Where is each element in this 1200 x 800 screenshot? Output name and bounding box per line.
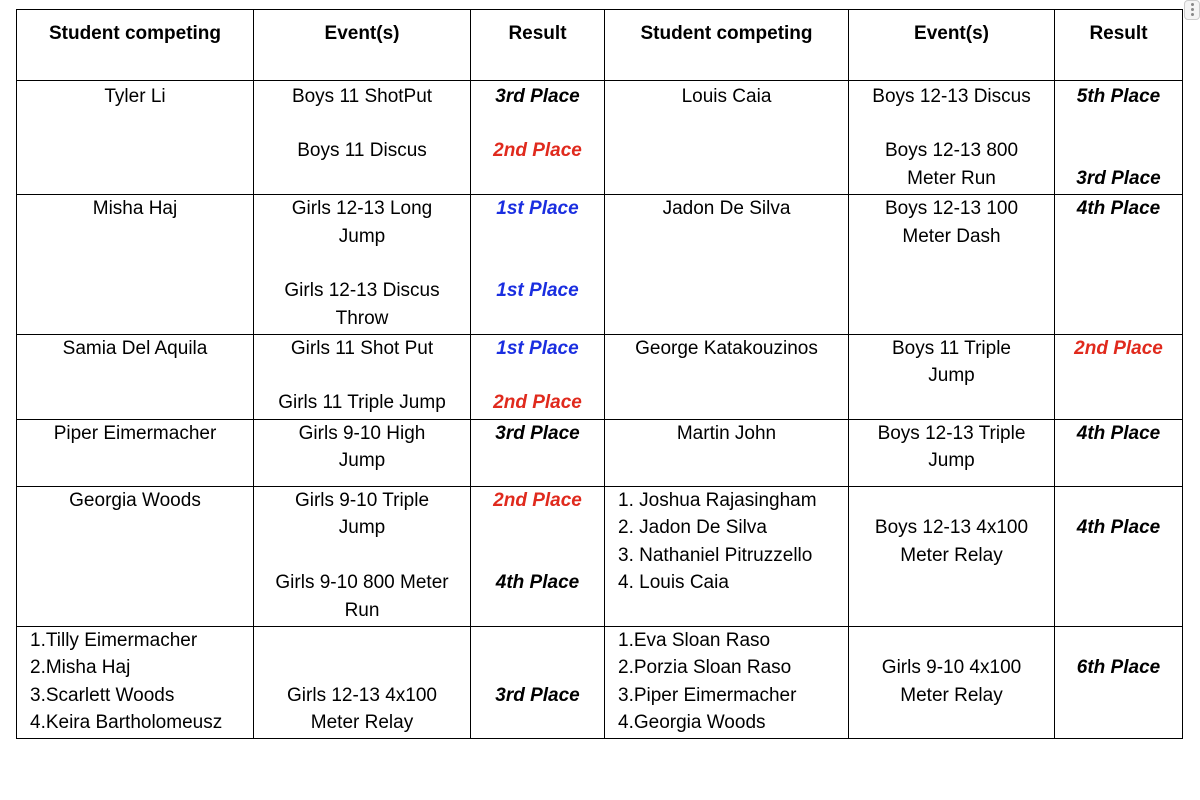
result-value: 2nd Place xyxy=(493,490,582,511)
event-name: Boys 12-13 Discus xyxy=(872,86,1031,107)
event-cell xyxy=(254,420,471,487)
event-name: Girls 12-13 Discus xyxy=(284,280,440,301)
event-cell xyxy=(254,487,471,627)
student-cell xyxy=(17,81,254,195)
event-name: Meter Relay xyxy=(310,712,414,733)
result-cell xyxy=(1055,335,1183,420)
student-cell xyxy=(17,627,254,739)
event-name: Girls 12-13 Long xyxy=(291,198,433,219)
event-name: Girls 9-10 Triple xyxy=(294,490,430,511)
student-name: Misha Haj xyxy=(92,198,178,219)
student-name: George Katakouzinos xyxy=(635,338,818,359)
table-row xyxy=(17,420,1183,487)
result-cell xyxy=(1055,195,1183,335)
event-name: Boys 11 Discus xyxy=(297,140,427,161)
event-name: Girls 9-10 4x100 xyxy=(881,657,1022,678)
table-row xyxy=(17,335,1183,420)
result-value: 1st Place xyxy=(496,198,579,219)
relay-member: 2. Jadon De Silva xyxy=(618,517,767,538)
result-value: 1st Place xyxy=(496,280,579,301)
relay-member: 2.Misha Haj xyxy=(30,657,131,678)
event-name: Girls 11 Shot Put xyxy=(290,338,434,359)
relay-member: 1. Joshua Rajasingham xyxy=(618,490,817,511)
student-name: Martin John xyxy=(676,423,777,444)
result-cell xyxy=(471,420,605,487)
result-cell xyxy=(471,627,605,739)
result-cell xyxy=(1055,627,1183,739)
scroll-handle-icon[interactable] xyxy=(1184,0,1200,20)
event-cell xyxy=(254,195,471,335)
event-cell xyxy=(849,420,1055,487)
student-cell xyxy=(605,487,849,627)
result-cell xyxy=(1055,487,1183,627)
event-name: Jump xyxy=(338,450,386,471)
header-result-1: Result xyxy=(471,10,605,81)
student-cell xyxy=(605,627,849,739)
relay-member: 4.Georgia Woods xyxy=(618,712,766,733)
result-value: 2nd Place xyxy=(493,392,582,413)
event-name: Girls 12-13 4x100 xyxy=(287,685,437,706)
result-value: 2nd Place xyxy=(493,140,582,161)
student-name: Samia Del Aquila xyxy=(62,338,208,359)
event-cell xyxy=(849,335,1055,420)
event-name: Boys 12-13 800 xyxy=(884,140,1019,161)
table-row xyxy=(17,487,1183,627)
event-cell xyxy=(254,627,471,739)
student-cell xyxy=(605,195,849,335)
event-name: Jump xyxy=(928,365,975,386)
header-result-2: Result xyxy=(1055,10,1183,81)
event-name: Jump xyxy=(928,450,975,471)
event-name: Meter Dash xyxy=(902,226,1001,247)
table-row xyxy=(17,81,1183,195)
event-cell xyxy=(254,81,471,195)
result-cell xyxy=(1055,81,1183,195)
event-name: Boys 11 ShotPut xyxy=(291,86,433,107)
student-name: Louis Caia xyxy=(681,86,772,107)
result-value: 4th Place xyxy=(1076,423,1161,444)
result-value: 3rd Place xyxy=(495,86,580,107)
student-name: Piper Eimermacher xyxy=(53,423,217,444)
event-cell xyxy=(849,627,1055,739)
result-cell xyxy=(471,487,605,627)
result-value: 5th Place xyxy=(1076,86,1161,107)
student-cell xyxy=(605,420,849,487)
result-value: 4th Place xyxy=(495,572,580,593)
relay-member: 4. Louis Caia xyxy=(618,572,729,593)
table-row xyxy=(17,627,1183,739)
event-name: Meter Run xyxy=(907,168,996,189)
student-cell xyxy=(17,420,254,487)
event-cell xyxy=(849,487,1055,627)
table-row xyxy=(17,195,1183,335)
relay-member: 3.Piper Eimermacher xyxy=(618,685,797,706)
result-cell xyxy=(471,81,605,195)
event-cell xyxy=(849,195,1055,335)
header-row xyxy=(17,10,1183,81)
relay-member: 1.Eva Sloan Raso xyxy=(618,630,771,651)
result-cell xyxy=(1055,420,1183,487)
result-cell xyxy=(471,335,605,420)
student-cell xyxy=(605,81,849,195)
event-name: Girls 11 Triple Jump xyxy=(278,392,446,413)
results-table xyxy=(16,9,1183,739)
relay-member: 2.Porzia Sloan Raso xyxy=(618,657,792,678)
event-name: Throw xyxy=(335,308,389,329)
student-name: Jadon De Silva xyxy=(662,198,791,219)
event-name: Meter Relay xyxy=(900,685,1003,706)
student-cell xyxy=(17,195,254,335)
event-name: Boys 12-13 100 xyxy=(884,198,1019,219)
result-cell xyxy=(471,195,605,335)
header-student-1: Student competing xyxy=(17,10,254,81)
result-value: 4th Place xyxy=(1076,198,1161,219)
event-name: Run xyxy=(344,600,380,621)
result-value: 4th Place xyxy=(1076,517,1161,538)
student-cell xyxy=(17,487,254,627)
student-name: Georgia Woods xyxy=(69,490,201,511)
relay-member: 1.Tilly Eimermacher xyxy=(30,630,198,651)
student-cell xyxy=(605,335,849,420)
header-events-1: Event(s) xyxy=(254,10,471,81)
student-cell xyxy=(17,335,254,420)
relay-member: 3. Nathaniel Pitruzzello xyxy=(618,545,813,566)
result-value: 3rd Place xyxy=(495,685,580,706)
event-name: Boys 11 Triple xyxy=(892,338,1011,359)
event-name: Jump xyxy=(338,517,386,538)
event-name: Jump xyxy=(338,226,386,247)
event-name: Boys 12-13 Triple xyxy=(877,423,1026,444)
event-cell xyxy=(849,81,1055,195)
result-value: 2nd Place xyxy=(1074,338,1163,359)
header-student-2: Student competing xyxy=(605,10,849,81)
event-name: Meter Relay xyxy=(900,545,1003,566)
result-value: 6th Place xyxy=(1076,657,1161,678)
event-name: Boys 12-13 4x100 xyxy=(874,517,1029,538)
result-value: 3rd Place xyxy=(495,423,580,444)
event-name: Girls 9-10 High xyxy=(298,423,426,444)
relay-member: 3.Scarlett Woods xyxy=(30,685,175,706)
header-events-2: Event(s) xyxy=(849,10,1055,81)
event-name: Girls 9-10 800 Meter xyxy=(275,572,449,593)
event-cell xyxy=(254,335,471,420)
result-value: 3rd Place xyxy=(1076,168,1161,189)
result-value: 1st Place xyxy=(496,338,579,359)
relay-member: 4.Keira Bartholomeusz xyxy=(30,712,223,733)
student-name: Tyler Li xyxy=(104,86,166,107)
